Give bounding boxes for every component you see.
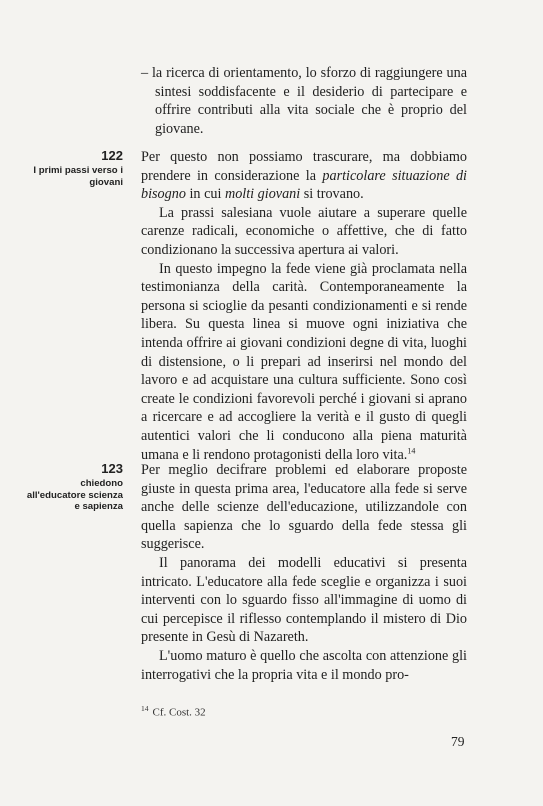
section-number: 123 [101, 461, 123, 476]
paragraph: Per meglio decifrare problemi ed elaborare proposte giuste in questa prima area, l'educatore alla fede si serve anche delle scienze dell'educazione, utilizzandole con quella sapienza che lo sguardo della fede stessa gli suggerisce. [141, 462, 467, 553]
footnote [141, 704, 206, 719]
footnote-reference[interactable]: 14 [407, 445, 416, 455]
section-122-body [141, 148, 467, 464]
paragraph: L'uomo maturo è quello che ascolta con attenzione gli interrogativi che la propria vita e il mondo pro- [141, 647, 467, 683]
paragraph: Il panorama dei modelli educativi si presenta intricato. L'educatore alla fede sceglie e organizza i suoi interventi con lo sguardo fisso all'immagine di uomo di cui percepisce il riflesso contemplando il mistero di Dio presente in Gesù di Nazareth. [141, 554, 467, 646]
text-run: In questo impegno la fede viene già proclamata nella testimonianza della carità. Contemporaneamente la persona si scioglie da pesanti condizionamenti e si rende libera. Su questa linea si muove ogni iniziativa che intenda offrire ai giovani condizioni degne di vita, luoghi di distensione, o li prepari ad inserirsi nel mondo del lavoro e ad acquistare una cultura sufficiente. Sono così create le condizioni favorevoli perché i giovani si aprano a ricercare e ad accogliere la verità e il gusto di quegli autentici valori che li conducono alla piena maturità umana e li rendono protagonisti della loro vita. [141, 260, 467, 463]
italic-run: particolare situazione di bisogno [141, 167, 467, 203]
section-123-body [141, 461, 467, 684]
paragraph: La prassi salesiana vuole aiutare a superare quelle carenze radicali, economiche o affettive, che di fatto condizionano la successiva apertura ai valori. [141, 204, 467, 258]
intro-passage [141, 64, 467, 138]
section-123-margin [23, 461, 123, 513]
text-run: Per questo non possiamo trascurare, ma dobbiamo prendere in considerazione la [141, 149, 467, 184]
text-run: si trovano. [300, 186, 364, 203]
section-122-margin [23, 148, 123, 188]
footnote-text: Cf. Cost. 32 [152, 706, 206, 719]
text-run: in cui [185, 186, 225, 203]
margin-note: chiedono all'educatore scienza e sapienza [26, 478, 123, 513]
intro-paragraph: – la ricerca di orientamento, lo sforzo di raggiungere una sintesi soddisfacente e il desiderio di partecipare e offrire contributi alla vita sociale che è proprio del giovane. [141, 65, 467, 137]
paragraph [141, 148, 467, 204]
italic-run: molti giovani [224, 186, 301, 203]
paragraph [141, 260, 467, 465]
margin-note: I primi passi verso i giovani [33, 165, 123, 188]
page-number: 79 [451, 734, 465, 749]
footnote-mark: 14 [141, 704, 149, 713]
section-number: 122 [101, 148, 123, 163]
